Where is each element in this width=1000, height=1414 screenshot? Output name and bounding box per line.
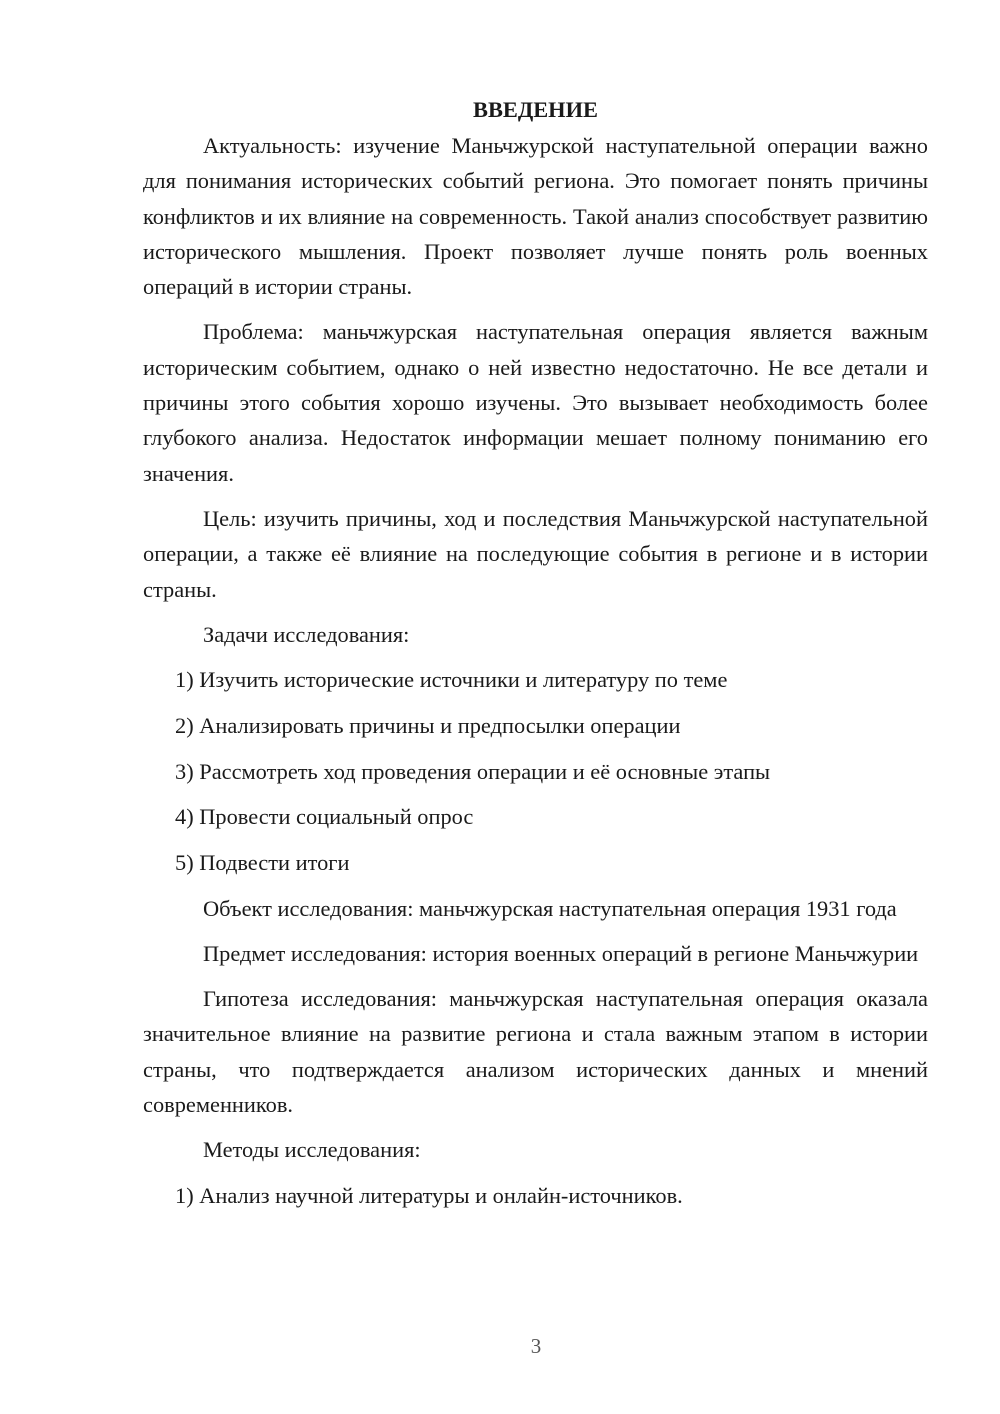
methods-list: [143, 1178, 928, 1213]
list-item: 4) Провести социальный опрос: [175, 804, 474, 830]
tasks-list: [143, 662, 928, 880]
list-item: 1) Изучить исторические источники и литературу по теме: [175, 667, 728, 693]
hypothesis-paragraph: Гипотеза исследования: маньчжурская наступательная операция оказала значительное влияние на развитие региона и стала важным этапом в истории страны, что подтверждается анализом исторических данных и мнений современников.: [143, 986, 928, 1118]
relevance-paragraph: Актуальность: изучение Маньчжурской наступательной операции важно для понимания исторических событий региона. Это помогает понять причины конфликтов и их влияние на современность. Такой анализ способствует развитию исторического мышления. Проект позволяет лучше понять роль военных операций в истории страны.: [143, 133, 928, 300]
document-page: [143, 92, 928, 1213]
list-item: 5) Подвести итоги: [175, 850, 350, 876]
goal-paragraph: Цель: изучить причины, ход и последствия Маньчжурской наступательной операции, а также её влияние на последующие события в регионе и в истории страны.: [143, 505, 928, 602]
page-number: 3: [530, 1334, 542, 1358]
list-item: 1) Анализ научной литературы и онлайн-источников.: [175, 1182, 683, 1208]
object-paragraph: Объект исследования: маньчжурская наступательная операция 1931 года: [203, 895, 897, 921]
section-heading: ВВЕДЕНИЕ: [473, 97, 598, 122]
tasks-heading: Задачи исследования:: [203, 621, 410, 647]
list-item: 3) Рассмотреть ход проведения операции и её основные этапы: [175, 758, 771, 784]
subject-paragraph: Предмет исследования: история военных операций в регионе Маньчжурии: [203, 940, 919, 966]
list-item: 2) Анализировать причины и предпосылки операции: [175, 713, 681, 739]
problem-paragraph: Проблема: маньчжурская наступательная операция является важным историческим событием, однако о ней известно недостаточно. Не все детали и причины этого события хорошо изучены. Это вызывает необходимость более глубокого анализа. Недостаток информации мешает полному пониманию его значения.: [143, 319, 928, 486]
methods-heading: Методы исследования:: [203, 1137, 421, 1163]
